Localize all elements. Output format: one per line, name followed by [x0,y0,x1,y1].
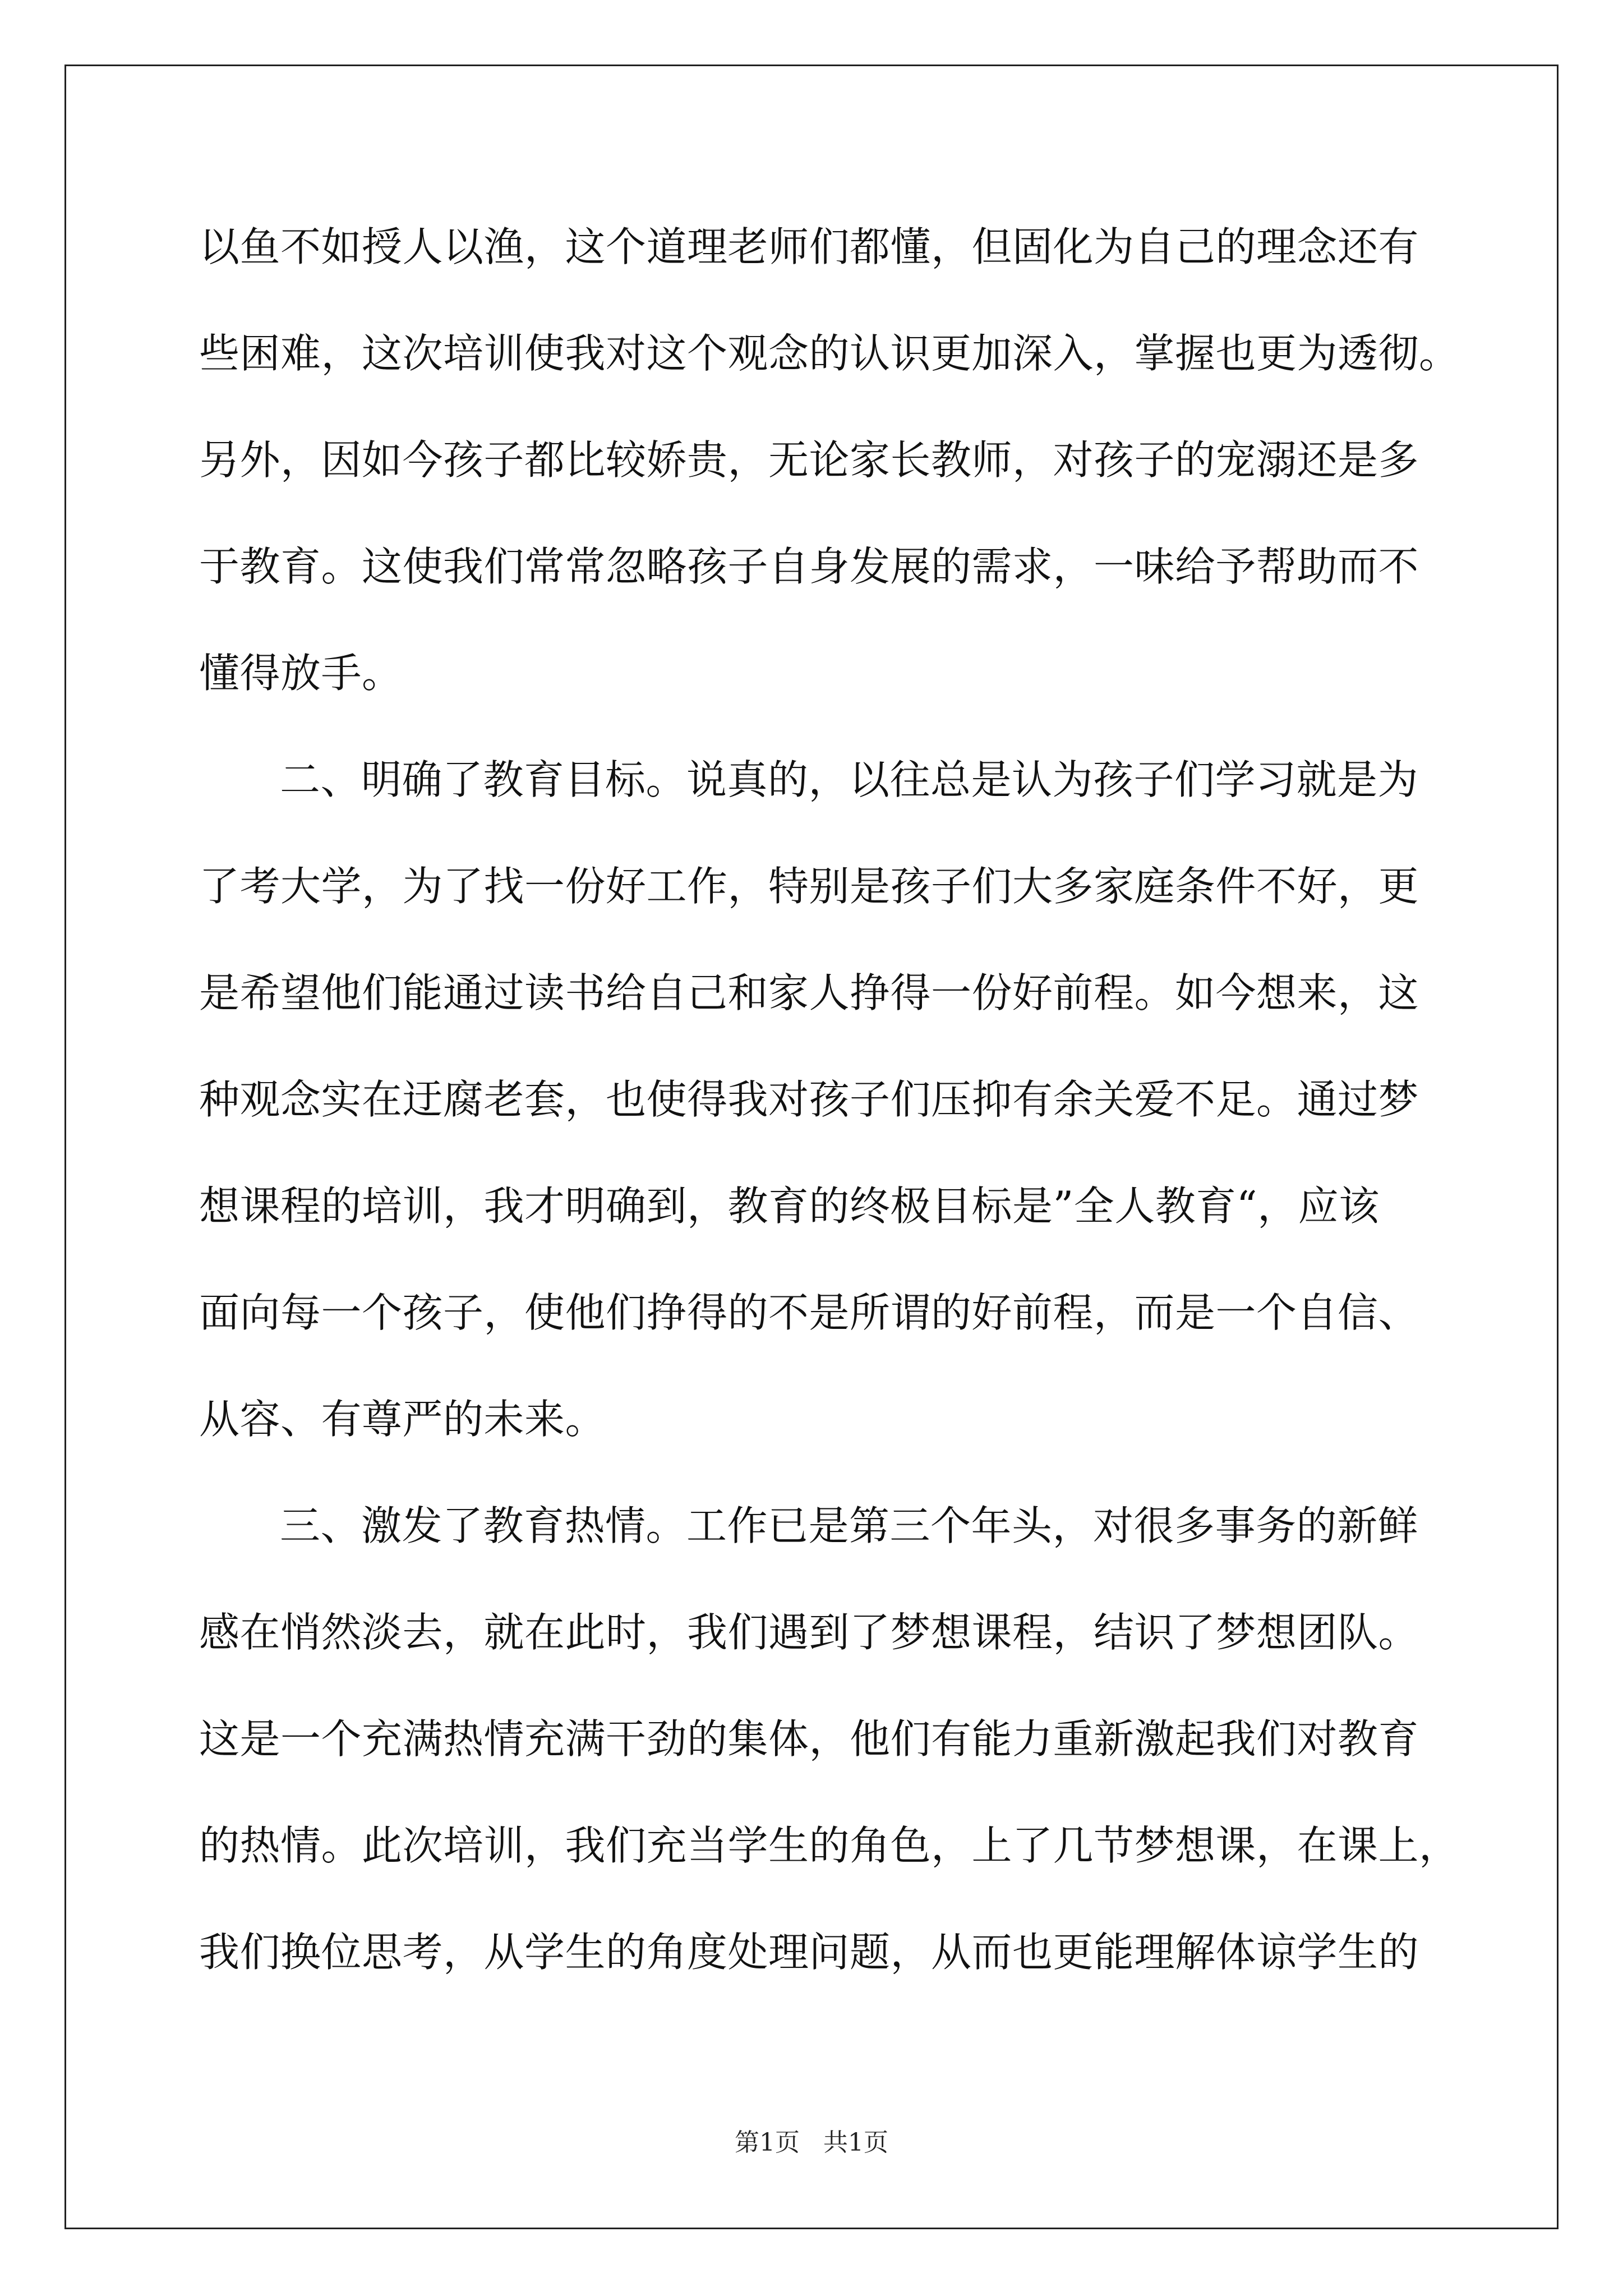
text-line-12: 从容、有尊严的未来。 [199,1396,606,1443]
text-line-9: 种观念实在迂腐老套，也使得我对孩子们压抑有余关爱不足。通过梦 [199,1076,1419,1123]
text-line-5: 懂得放手。 [199,650,403,697]
text-line-10: 想课程的培训，我才明确到，教育的终极目标是”全人教育“，应该 [199,1182,1380,1230]
text-line-17: 我们换位思考，从学生的角度处理问题，从而也更能理解体谅学生的 [199,1929,1419,1976]
text-line-3: 另外，因如今孩子都比较娇贵，无论家长教师，对孩子的宠溺还是多 [199,436,1419,484]
text-line-11: 面向每一个孩子，使他们挣得的不是所谓的好前程，而是一个自信、 [199,1289,1419,1336]
text-line-2: 些困难，这次培训使我对这个观念的认识更加深入，掌握也更为透彻。 [199,330,1460,377]
page-number-total: 共1页 [823,2128,888,2157]
text-line-14: 感在悄然淡去，就在此时，我们遇到了梦想课程，结识了梦想团队。 [199,1609,1419,1656]
page-border [64,65,1559,2229]
text-line-7: 了考大学，为了找一份好工作，特别是孩子们大多家庭条件不好，更 [199,863,1419,910]
text-line-4: 于教育。这使我们常常忽略孩子自身发展的需求，一味给予帮助而不 [199,543,1419,590]
text-line-1: 以鱼不如授人以渔，这个道理老师们都懂，但固化为自己的理念还有 [199,223,1419,270]
text-line-6: 二、明确了教育目标。说真的，以往总是认为孩子们学习就是为 [280,756,1419,803]
text-line-13: 三、激发了教育热情。工作已是第三个年头，对很多事务的新鲜 [280,1502,1419,1549]
page-number-current: 第1页 [735,2128,800,2157]
text-line-16: 的热情。此次培训，我们充当学生的角色，上了几节梦想课，在课上， [199,1822,1460,1869]
text-line-15: 这是一个充满热情充满干劲的集体，他们有能力重新激起我们对教育 [199,1715,1419,1763]
text-line-8: 是希望他们能通过读书给自己和家人挣得一份好前程。如今想来，这 [199,969,1419,1016]
page-footer [0,2126,1623,2160]
